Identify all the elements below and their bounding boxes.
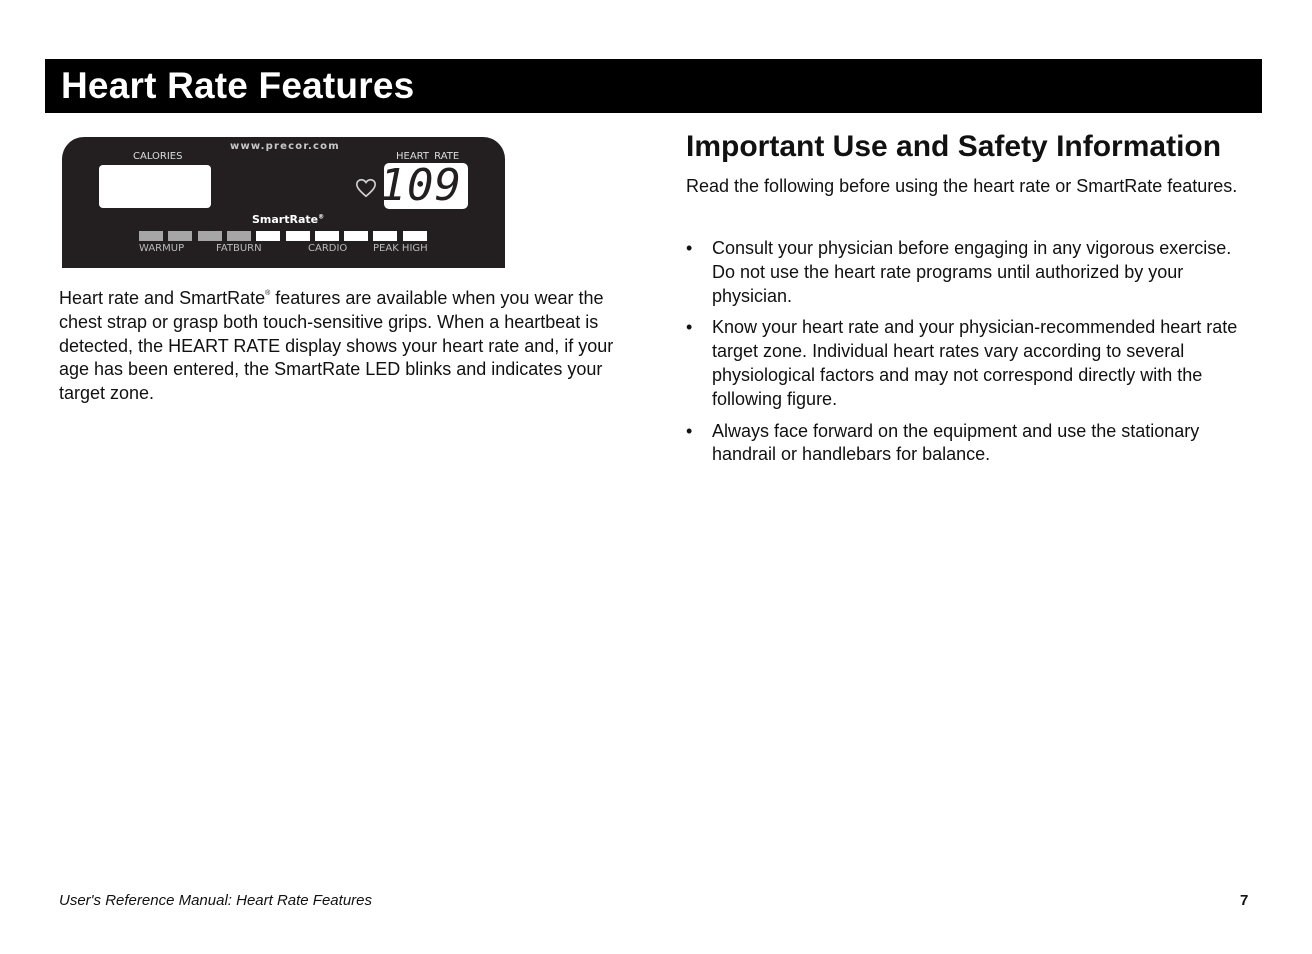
heart-icon	[355, 177, 377, 199]
smartrate-led	[403, 231, 427, 241]
smartrate-led	[198, 231, 222, 241]
heart-rate-label: HEART RATE	[396, 151, 460, 162]
bullet: •	[686, 420, 693, 441]
smartrate-led	[315, 231, 339, 241]
smartrate-led	[168, 231, 192, 241]
section-header-bar	[45, 59, 1262, 113]
registered-mark: ®	[265, 290, 271, 297]
registered-mark: ®	[318, 213, 325, 221]
safety-intro: Read the following before using the heart rate or SmartRate features.	[686, 176, 1238, 196]
smartrate-led	[344, 231, 368, 241]
calories-display-window	[99, 165, 211, 208]
zone-label-peak-high: PEAK HIGH	[373, 243, 428, 254]
safety-heading: Important Use and Safety Information	[686, 130, 1222, 163]
page-title: Heart Rate Features	[61, 65, 415, 106]
zone-label-cardio: CARDIO	[308, 243, 348, 254]
smartrate-label: SmartRate®	[252, 213, 325, 226]
calories-label: CALORIES	[133, 151, 183, 162]
zone-label-warmup: WARMUP	[139, 243, 185, 254]
page-number: 7	[1240, 892, 1249, 909]
list-item: • Consult your physician before engaging in any vigorous exercise. Do not use the heart rate programs until authorized by your physician.	[686, 238, 1232, 306]
list-item: • Always face forward on the equipment and use the stationary handrail or handlebars for balance.	[686, 420, 1200, 465]
zone-label-fatburn: FATBURN	[216, 243, 262, 254]
bullet: •	[686, 238, 693, 258]
bullet: •	[686, 317, 693, 338]
intro-paragraph: Heart rate and SmartRate® features are available when you wear the chest strap or grasp both touch-sensitive grips. When a heartbeat is detected, the HEART RATE display shows your heart rate and, if your age has been entered, the SmartRate LED blinks and indicates your target zone.	[59, 288, 614, 404]
smartrate-led	[256, 231, 280, 241]
console-display-illustration	[62, 137, 505, 268]
heart-rate-value: 109	[379, 160, 462, 211]
smartrate-led	[139, 231, 163, 241]
smartrate-led	[373, 231, 397, 241]
heart-rate-display-window	[379, 160, 468, 211]
smartrate-led	[227, 231, 251, 241]
smartrate-led	[286, 231, 310, 241]
safety-list	[686, 237, 1256, 475]
list-item: • Know your heart rate and your physician-recommended heart rate target zone. Individual heart rates vary according to several physiological factors and may not correspond directly with the following figure.	[686, 317, 1238, 409]
footer-manual-title: User's Reference Manual: Heart Rate Features	[59, 892, 373, 909]
console-url: www.precor.com	[230, 141, 340, 152]
